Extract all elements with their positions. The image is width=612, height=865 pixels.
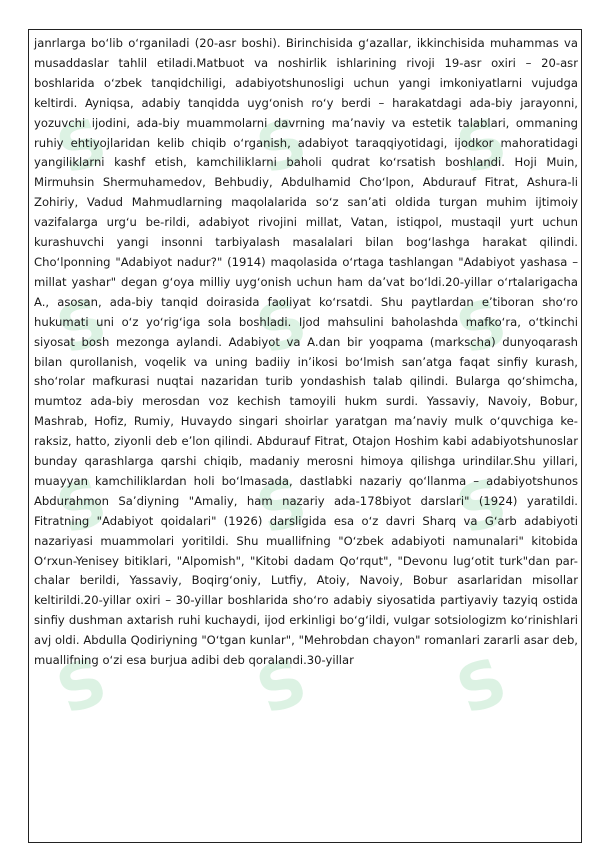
watermark-logo: S	[47, 284, 117, 370]
watermark-logo: S	[447, 104, 517, 190]
watermark-logo: S	[47, 464, 117, 550]
watermark-logo: S	[247, 104, 317, 190]
watermark-logo: S	[247, 644, 317, 730]
watermark-logo: S	[247, 464, 317, 550]
watermark-logo: S	[247, 284, 317, 370]
watermark-logo: S	[447, 644, 517, 730]
body-paragraph: janrlarga boʻlib oʻrganiladi (20-asr boshi). Birinchisida gʻazallar, ikkinchisida muhammas va musaddaslar tahlil etiladi.Matbuot va noshirlik ishlarining rivoji 19-asr oxiri – 20-asr boshlarida oʻzbek tanqidchiligi, adabiyotshunosligi uchun yangi imkoniyatlarni vujudga keltirdi. Ayniqsa, adabiy tanqidda uygʻonish roʻy berdi – harakatdagi ada-biy jarayonni, yozuvchi ijodini, ada-biy muammolarni davrning maʼnaviy va estetik talablari, ommaning ruhiy ehtiyojlaridan kelib chiqib oʻrganish, adabiyot taraqqiyotidagi, ijodkor mahoratidagi yangiliklarni kashf etish, kamchiliklarni baholi qudrat koʻrsatish boshlandi. Hoji Muin, Mirmuhsin Shermuhamedov, Behbudiy, Abdulhamid Choʻlpon, Abdurauf Fitrat, Ashura-li Zohiriy, Vadud Mahmudlarning maqolalarida soʻz sanʼati oldida turgan muhim ijtimoiy vazifalarga urgʻu be-rildi, adabiyot rivojini millat, Vatan, istiqpol, mustaqil yurt uchun kurashuvchi yangi insonni tarbiyalash masalalari bilan bogʻlashga harakat qilindi. Choʻlponning "Adabiyot nadur?" (1914) maqolasida oʻrtaga tashlangan "Adabiyot yashasa – millat yashar" degan gʻoya milliy uygʻonish uchun ham daʼvat boʻldi.20-yillar oʻrtalarigacha A., asosan, ada-biy tanqid doirasida faoliyat koʻrsatdi. Shu paytlardan eʼtiboran shoʻro hukumati uni oʻz yoʻrigʻiga sola boshladi. Ijod mahsulini baholashda mafkoʻra, oʻtkinchi siyosat bosh mezonga aylandi. Adabiyot va A.dan bir yoqpama (markscha) dunyoqarash bilan qurollanish, voqelik va uning badiiy inʼikosi boʻlmish sanʼatga faqat sinfiy kurash, shoʻrolar mafkurasi nuqtai nazaridan turib yondashish talab qilindi. Bularga qoʻshimcha, mumtoz ada-biy merosdan voz kechish tamoyili hukm surdi. Yassaviy, Navoiy, Bobur, Mashrab, Hofiz, Rumiy, Huvaydo singari shoirlar yaratgan maʼnaviy mulk oʻquvchiga ke-raksiz, hatto, ziyonli deb eʼlon qilindi. Abdurauf Fitrat, Otajon Hoshim kabi adabiyotshunoslar bunday qarashlarga qarshi chiqib, madaniy merosni himoya qilishga urindilar.Shu yillari, muayyan kamchiliklardan holi boʻlmasada, dastlabki nazariy qoʻllanma – adabiyotshunos Abdurahmon Saʼdiyning "Amaliy, ham nazariy ada-178biyot darslari" (1924) yaratildi. Fitratning "Adabiyot qoidalari" (1926) darsligida esa oʻz davri Sharq va Gʻarb adabiyoti nazariyasi muammolari yoritildi. Shu muallifning "Oʻzbek adabiyoti namunalari" kitobida Oʻrxun-Yenisey bitiklari, "Alpomish", "Kitobi dadam Qoʻrqut", "Devonu lugʻotit turk"dan par-chalar berildi, Yassaviy, Boqirgʻoniy, Lutfiy, Atoiy, Navoiy, Bobur asarlaridan misollar keltirildi.20-yillar oxiri – 30-yillar boshlarida shoʻro adabiy siyosatida partiyaviy tazyiq ostida sinfiy dushman axtarish ruhi kuchaydi, ijod erkinligi boʻgʻildi, vulgar sotsiologizm koʻrinishlari avj oldi. Abdulla Qodiriyning "Oʻtgan kunlar", "Mehrobdan chayon" romanlari zararli asar deb, muallifning oʻzi esa burjua adibi deb qoralandi.30-yillar	[34, 36, 578, 668]
watermark-logo: S	[447, 284, 517, 370]
page-frame	[28, 29, 582, 843]
watermark-logo: S	[447, 464, 517, 550]
watermark-logo: S	[47, 644, 117, 730]
watermark-logo: S	[47, 104, 117, 190]
